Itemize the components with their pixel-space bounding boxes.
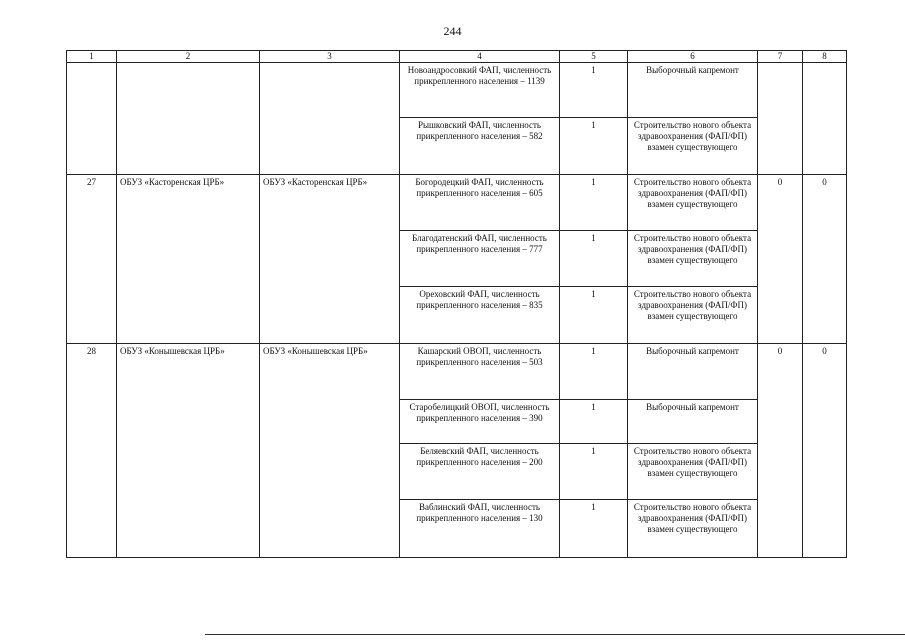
- work-type-cell: Строительство нового объекта здравоохранения (ФАП/ФП) взамен существующего: [628, 500, 758, 558]
- facility-cell: Ореховский ФАП, численность прикрепленного населения – 835: [400, 287, 560, 344]
- column-header: 1: [67, 51, 117, 63]
- executor-cell: [260, 63, 400, 175]
- facility-cell: Благодатенский ФАП, численность прикрепленного населения – 777: [400, 231, 560, 287]
- work-type-cell: Строительство нового объекта здравоохранения (ФАП/ФП) взамен существующего: [628, 175, 758, 231]
- work-type-cell: Выборочный капремонт: [628, 344, 758, 400]
- quantity-cell: 1: [560, 500, 628, 558]
- facility-cell: Беляевский ФАП, численность прикрепленного населения – 200: [400, 444, 560, 500]
- col7-cell: [758, 63, 803, 175]
- column-header: 6: [628, 51, 758, 63]
- executor-cell: ОБУЗ «Касторенская ЦРБ»: [260, 175, 400, 344]
- table-row: [67, 63, 847, 118]
- work-type-cell: Выборочный капремонт: [628, 400, 758, 444]
- row-number: [67, 63, 117, 175]
- column-number-row: [67, 51, 847, 63]
- column-header: 4: [400, 51, 560, 63]
- column-header: 5: [560, 51, 628, 63]
- work-type-cell: Строительство нового объекта здравоохранения (ФАП/ФП) взамен существующего: [628, 118, 758, 175]
- executor-cell: ОБУЗ «Конышевская ЦРБ»: [260, 344, 400, 558]
- table-row: [67, 344, 847, 400]
- facility-cell: Кашарский ОВОП, численность прикрепленного населения – 503: [400, 344, 560, 400]
- facility-cell: Новоандросовкий ФАП, численность прикрепленного населения – 1139: [400, 63, 560, 118]
- quantity-cell: 1: [560, 287, 628, 344]
- organization-cell: ОБУЗ «Касторенская ЦРБ»: [117, 175, 260, 344]
- organization-cell: ОБУЗ «Конышевская ЦРБ»: [117, 344, 260, 558]
- facility-cell: Старобелицкий ОВОП, численность прикрепленного населения – 390: [400, 400, 560, 444]
- quantity-cell: 1: [560, 231, 628, 287]
- work-type-cell: Строительство нового объекта здравоохранения (ФАП/ФП) взамен существующего: [628, 444, 758, 500]
- facility-cell: Ваблинский ФАП, численность прикрепленного населения – 130: [400, 500, 560, 558]
- column-header: 2: [117, 51, 260, 63]
- quantity-cell: 1: [560, 175, 628, 231]
- quantity-cell: 1: [560, 400, 628, 444]
- page-bottom-rule: [205, 634, 905, 635]
- quantity-cell: 1: [560, 63, 628, 118]
- facilities-table: [66, 50, 847, 558]
- work-type-cell: Строительство нового объекта здравоохранения (ФАП/ФП) взамен существующего: [628, 287, 758, 344]
- facility-cell: Богородецкий ФАП, численность прикрепленного населения – 605: [400, 175, 560, 231]
- row-number: 27: [67, 175, 117, 344]
- col8-cell: 0: [803, 344, 847, 558]
- quantity-cell: 1: [560, 344, 628, 400]
- col7-cell: 0: [758, 344, 803, 558]
- organization-cell: [117, 63, 260, 175]
- work-type-cell: Выборочный капремонт: [628, 63, 758, 118]
- column-header: 8: [803, 51, 847, 63]
- row-number: 28: [67, 344, 117, 558]
- table-row: [67, 175, 847, 231]
- quantity-cell: 1: [560, 444, 628, 500]
- col8-cell: [803, 63, 847, 175]
- column-header: 3: [260, 51, 400, 63]
- facility-cell: Рышковский ФАП, численность прикрепленного населения – 582: [400, 118, 560, 175]
- column-header: 7: [758, 51, 803, 63]
- col8-cell: 0: [803, 175, 847, 344]
- page-number: 244: [443, 24, 462, 38]
- col7-cell: 0: [758, 175, 803, 344]
- quantity-cell: 1: [560, 118, 628, 175]
- work-type-cell: Строительство нового объекта здравоохранения (ФАП/ФП) взамен существующего: [628, 231, 758, 287]
